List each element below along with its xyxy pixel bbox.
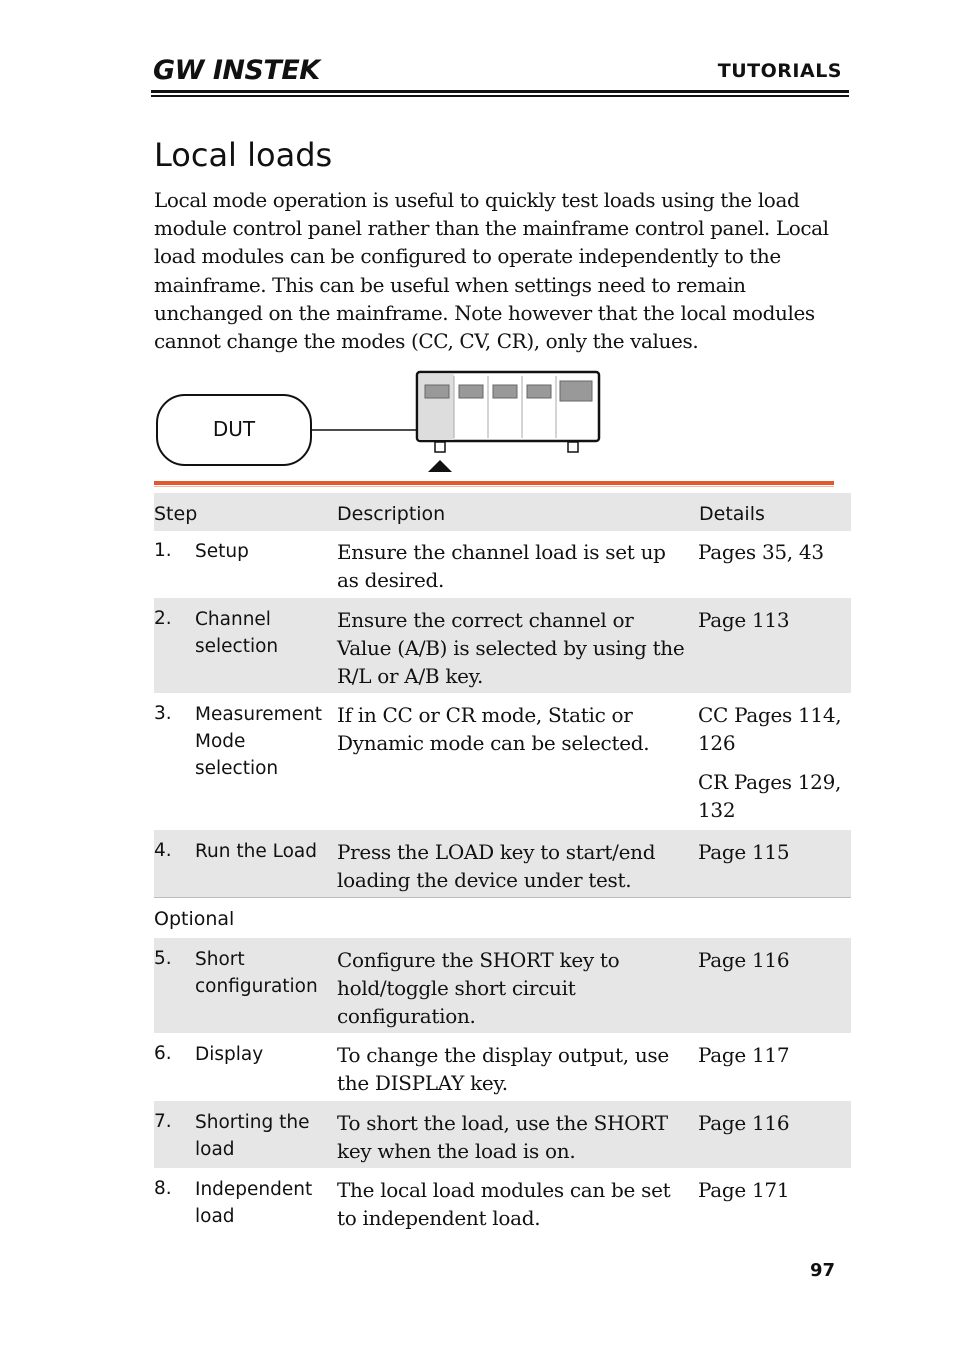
- step-details: Page 115: [698, 840, 790, 864]
- module-display-2: [459, 385, 483, 398]
- step-name: Channel selection: [195, 609, 279, 657]
- details-cc-pages: CC Pages 114, 126: [698, 703, 842, 755]
- page-title: Local loads: [154, 136, 333, 174]
- step-description: Configure the SHORT key to hold/toggle short circuit configuration.: [337, 948, 620, 1028]
- step-number: 8.: [154, 1178, 172, 1199]
- mainframe-display: [560, 381, 592, 401]
- step-details: Pages 35, 43: [698, 540, 824, 564]
- table-row: [154, 1168, 851, 1236]
- step-details: Page 117: [698, 1043, 790, 1067]
- step-description: Ensure the correct channel or Value (A/B) is selected by using the R/L or A/B key.: [337, 608, 685, 688]
- step-number: 6.: [154, 1043, 172, 1064]
- gw-instek-logo: [153, 54, 323, 84]
- steps-table: [154, 493, 851, 1236]
- step-name: Measurement Mode selection: [195, 704, 323, 779]
- intro-paragraph: Local mode operation is useful to quickly test loads using the load module control panel rather than the mainframe control panel. Local load modules can be configured to operate independently to the mainframe. This can be useful when settings need to remain unchanged on the mainframe. Note however that the local modules cannot change the modes (CC, CV, CR), only the values.: [154, 188, 829, 354]
- table-row: [154, 531, 851, 598]
- step-details: Page 116: [698, 948, 790, 972]
- table-row: [154, 1101, 851, 1168]
- table-row: [154, 938, 851, 1033]
- step-number: 7.: [154, 1111, 172, 1132]
- svg-text:GW INSTEK: GW INSTEK: [153, 55, 320, 84]
- step-number: 1.: [154, 540, 172, 561]
- step-description: To short the load, use the SHORT key when the load is on.: [337, 1111, 668, 1163]
- step-name: Shorting the load: [195, 1112, 310, 1160]
- table-row: [154, 598, 851, 693]
- table-row: [154, 830, 851, 897]
- step-number: 2.: [154, 608, 172, 629]
- selected-module-arrow: [428, 460, 452, 472]
- header-description: Description: [337, 503, 446, 525]
- details-cr-pages: CR Pages 129, 132: [698, 770, 842, 822]
- accent-rule-thin: [154, 486, 834, 487]
- step-details: Page 171: [698, 1178, 790, 1202]
- step-description: The local load modules can be set to independent load.: [337, 1178, 671, 1230]
- accent-rule: [154, 481, 834, 485]
- header-rule: [151, 90, 849, 93]
- connection-diagram: [150, 366, 840, 490]
- chassis-foot-left: [435, 442, 445, 452]
- module-slot-1-highlight: [419, 374, 454, 440]
- step-details: Page 113: [698, 608, 790, 632]
- step-name: Display: [195, 1044, 264, 1065]
- optional-label: Optional: [154, 908, 235, 930]
- step-number: 4.: [154, 840, 172, 861]
- step-name: Short configuration: [195, 949, 318, 997]
- step-number: 5.: [154, 948, 172, 969]
- step-name: Setup: [195, 541, 249, 562]
- dut-label: DUT: [212, 417, 256, 441]
- step-name: Independent load: [195, 1179, 313, 1227]
- step-name: Run the Load: [195, 841, 317, 862]
- step-description: Ensure the channel load is set up as desired.: [337, 540, 666, 592]
- step-description: If in CC or CR mode, Static or Dynamic mode can be selected.: [337, 703, 650, 755]
- module-display-3: [493, 385, 517, 398]
- table-row: [154, 693, 851, 830]
- step-details: Page 116: [698, 1111, 790, 1135]
- header-step: Step: [154, 503, 198, 525]
- step-number: 3.: [154, 703, 172, 724]
- header-details: Details: [699, 503, 765, 525]
- module-display-4: [527, 385, 551, 398]
- module-display-1: [425, 385, 449, 398]
- header-rule-thin: [151, 95, 849, 97]
- step-details: [698, 701, 848, 824]
- section-label: TUTORIALS: [717, 60, 842, 82]
- table-header: [154, 493, 851, 531]
- step-description: Press the LOAD key to start/end loading the device under test.: [337, 840, 656, 892]
- step-description: To change the display output, use the DISPLAY key.: [337, 1043, 669, 1095]
- page-number: 97: [809, 1260, 835, 1281]
- optional-section-label: [154, 897, 851, 938]
- table-row: [154, 1033, 851, 1101]
- chassis-foot-right: [568, 442, 578, 452]
